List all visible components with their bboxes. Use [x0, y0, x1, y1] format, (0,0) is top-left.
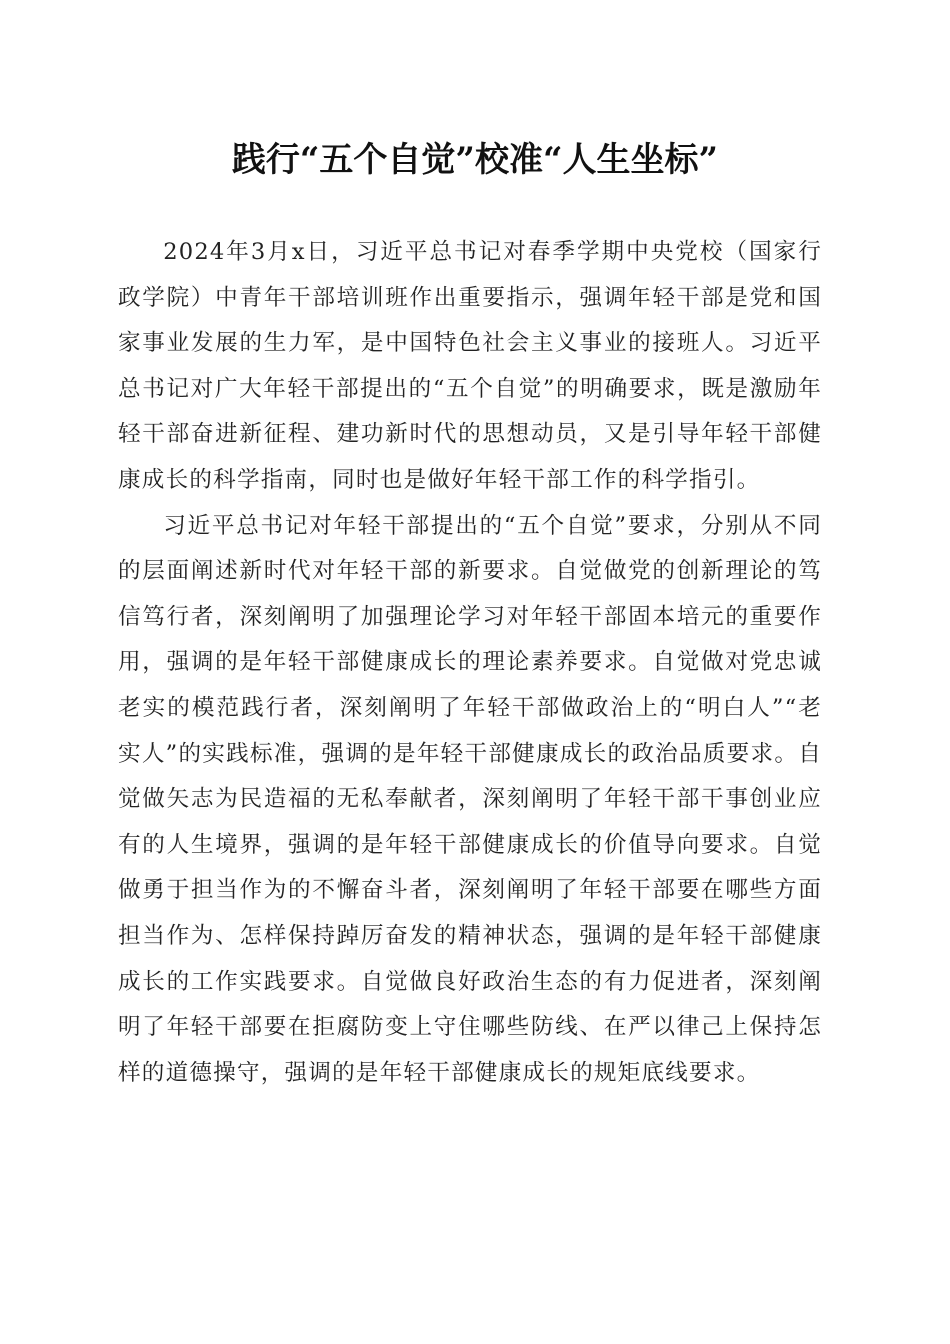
document-body: [118, 230, 822, 1096]
paragraph-1: 2024年3月x日，习近平总书记对春季学期中央党校（国家行政学院）中青年干部培训班作出重要指示，强调年轻干部是党和国家事业发展的生力军，是中国特色社会主义事业的接班人。习近平总书记对广大年轻干部提出的“五个自觉”的明确要求，既是激励年轻干部奋进新征程、建功新时代的思想动员，又是引导年轻干部健康成长的科学指南，同时也是做好年轻干部工作的科学指引。: [118, 239, 822, 493]
paragraph-2: 习近平总书记对年轻干部提出的“五个自觉”要求，分别从不同的层面阐述新时代对年轻干部的新要求。自觉做党的创新理论的笃信笃行者，深刻阐明了加强理论学习对年轻干部固本培元的重要作用，强调的是年轻干部健康成长的理论素养要求。自觉做对党忠诚老实的模范践行者，深刻阐明了年轻干部做政治上的“明白人”“老实人”的实践标准，强调的是年轻干部健康成长的政治品质要求。自觉做矢志为民造福的无私奉献者，深刻阐明了年轻干部干事创业应有的人生境界，强调的是年轻干部健康成长的价值导向要求。自觉做勇于担当作为的不懈奋斗者，深刻阐明了年轻干部要在哪些方面担当作为、怎样保持踔厉奋发的精神状态，强调的是年轻干部健康成长的工作实践要求。自觉做良好政治生态的有力促进者，深刻阐明了年轻干部要在拒腐防变上守住哪些防线、在严以律己上保持怎样的道德操守，强调的是年轻干部健康成长的规矩底线要求。: [118, 512, 822, 1086]
document-title: 践行“五个自觉”校准“人生坐标”: [231, 140, 719, 180]
